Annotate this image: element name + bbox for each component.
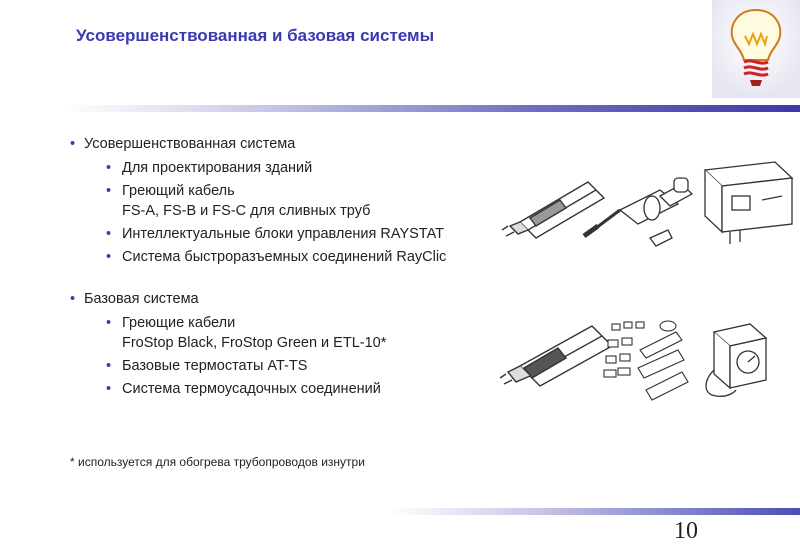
page-number: 10 — [674, 518, 698, 544]
page-title: Усовершенствованная и базовая системы — [76, 26, 435, 45]
bullet-icon: • — [106, 160, 112, 176]
thermostat-image — [706, 324, 766, 396]
bullet-icon: • — [106, 315, 112, 331]
bullet-icon: • — [70, 291, 76, 307]
section-label: Базовая система — [84, 291, 199, 307]
section-label: Усовершенствованная система — [84, 136, 296, 152]
footer-divider — [390, 508, 800, 515]
bullet-icon: • — [106, 226, 112, 242]
bullet-icon: • — [106, 249, 112, 265]
footnote: * используется для обогрева трубопроводов изнутри — [70, 455, 365, 469]
bullet-icon: • — [106, 183, 112, 199]
bullet-icon: • — [106, 381, 112, 397]
header-divider — [64, 105, 800, 112]
section-advanced — [70, 134, 570, 154]
bullet-icon: • — [70, 136, 76, 152]
list-item: • Базовые термостаты AT-TS — [106, 358, 308, 374]
list-item: • Для проектирования зданий — [106, 160, 313, 176]
list-item: • Интеллектуальные блоки управления RAYSTAT — [106, 226, 445, 242]
list-item: • Система быстроразъемных соединений RayClic — [106, 249, 447, 265]
section-basic — [70, 289, 570, 309]
lightbulb-icon — [712, 0, 800, 98]
list-item: • Система термоусадочных соединений — [106, 381, 381, 397]
heating-cable-image — [500, 160, 800, 270]
bullet-icon: • — [106, 358, 112, 374]
list-item: • Греющие кабели FroStop Black, FroStop Green и ETL-10* — [106, 315, 387, 351]
slide-content — [70, 134, 570, 402]
list-item: • Греющий кабель FS-A, FS-B и FS-C для сливных труб — [106, 183, 371, 219]
heat-shrink-kit-image — [500, 310, 800, 420]
